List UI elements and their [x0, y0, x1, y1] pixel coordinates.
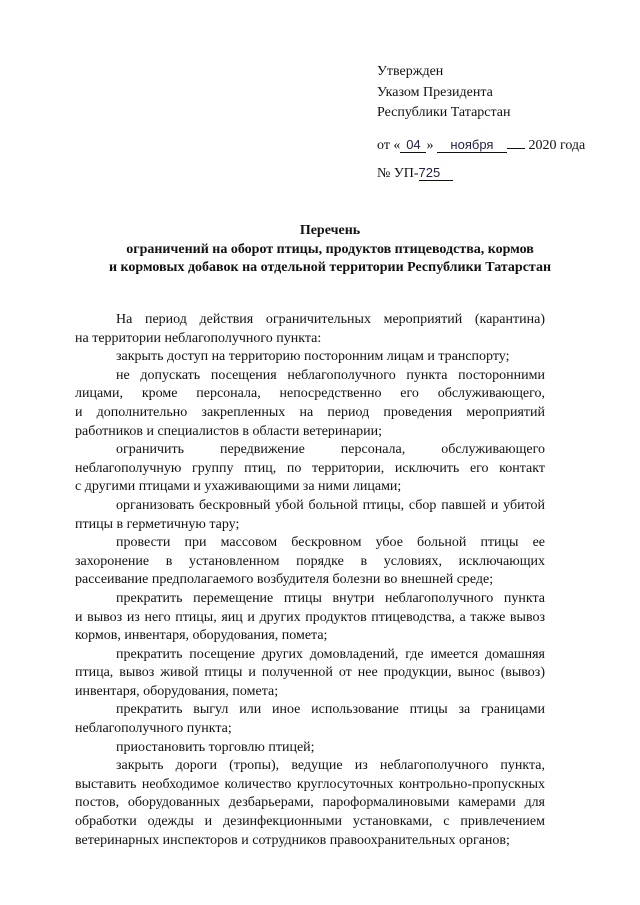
paragraph-line: с другими птицами и ухаживающими за ними лицами;	[75, 479, 402, 495]
paragraph	[75, 367, 586, 441]
date-underline-tail	[507, 148, 525, 149]
paragraph-line: инвентаря, оборудования, помета;	[75, 683, 279, 699]
paragraph	[75, 534, 586, 590]
date-mid: »	[426, 137, 434, 153]
approval-number	[377, 164, 585, 185]
date-year: 2020 года	[528, 137, 586, 153]
approval-line-approved: Утвержден	[377, 64, 444, 79]
paragraph-line: и вывоз из него птицы, яиц и других продуктов птицеводства, а также вывоз	[75, 609, 545, 625]
date-prefix: от «	[377, 137, 401, 153]
date-day: 04	[400, 138, 426, 153]
title-line-2: ограничений на оборот птицы, продуктов птицеводства, кормов	[126, 241, 534, 257]
paragraph	[75, 739, 586, 758]
paragraph-line: закрыть дороги (тропы), ведущие из неблагополучного пункта,	[116, 758, 545, 774]
paragraph-line: лицами, кроме персонала, непосредственно его обслуживающего,	[75, 386, 545, 402]
paragraph	[75, 757, 586, 850]
paragraph-line: неблагополучного пункта;	[75, 721, 232, 737]
paragraph-line: обработки одежды и дезинфекционными установками, с привлечением	[75, 814, 545, 830]
paragraph	[75, 311, 586, 348]
paragraph-line: На период действия ограничительных мероприятий (карантина)	[116, 312, 545, 327]
date-month: ноября	[437, 138, 507, 153]
title-line-1: Перечень	[299, 223, 361, 238]
number-value: 725	[419, 166, 453, 181]
paragraph	[75, 646, 586, 702]
approval-block	[377, 62, 585, 185]
approval-line-republic: Республики Татарстан	[377, 105, 511, 120]
paragraph-line: кормов, инвентаря, оборудования, помета;	[75, 628, 328, 644]
paragraph-line: провести при массовом бескровном убое больной птицы ее	[116, 535, 545, 551]
paragraph-line: прекратить выгул или иное использование птицы за границами	[116, 702, 545, 718]
paragraph-line: работников и специалистов в области ветеринарии;	[75, 423, 382, 439]
paragraph	[75, 590, 586, 646]
title-line-3: и кормовых добавок на отдельной территории Республики Татарстан	[108, 260, 552, 275]
document-title	[60, 222, 600, 278]
paragraph-line: прекратить посещение других домовладений, где имеется домашняя	[116, 646, 545, 662]
paragraph-line: выставить необходимое количество круглосуточных контрольно-пропускных	[75, 776, 545, 792]
paragraph-line: птицы в герметичную тару;	[75, 516, 240, 532]
paragraph-line: захоронение в установленном порядке в условиях, исключающих	[75, 553, 545, 569]
paragraph-line: ветеринарных инспекторов и сотрудников правоохранительных органов;	[75, 832, 510, 848]
document-body	[75, 311, 586, 850]
paragraph-line: птица, вывоз живой птицы и полученной от нее продукции, вынос (вывоз)	[75, 665, 545, 681]
paragraph-line: постов, оборудованных дезбарьерами, пароформалиновыми камерами для	[75, 795, 545, 811]
paragraph-line: организовать бескровный убой больной птицы, сбор павшей и убитой	[116, 497, 545, 513]
paragraph-line: закрыть доступ на территорию посторонним лицам и транспорту;	[116, 349, 510, 365]
approval-line-decree: Указом Президента	[377, 84, 493, 100]
paragraph	[75, 348, 586, 367]
paragraph-line: приостановить торговлю птицей;	[116, 739, 315, 755]
paragraph-line: ограничить передвижение персонала, обслуживающего	[116, 442, 545, 458]
approval-date	[377, 136, 585, 157]
paragraph-line: не допускать посещения неблагополучного пункта посторонними	[116, 367, 545, 383]
paragraph-line: прекратить перемещение птицы внутри неблагополучного пункта	[116, 590, 545, 606]
paragraph-line: и дополнительно закрепленных на период проведения мероприятий	[75, 404, 545, 420]
paragraph	[75, 441, 586, 497]
number-prefix: № УП-	[377, 166, 419, 181]
paragraph	[75, 701, 586, 738]
paragraph-line: неблагополучную группу птиц, по территории, исключить его контакт	[75, 460, 545, 476]
paragraph	[75, 497, 586, 534]
paragraph-line: рассеивание предполагаемого возбудителя болезни во внешней среде;	[75, 572, 494, 588]
paragraph-line: на территории неблагополучного пункта:	[75, 330, 322, 346]
